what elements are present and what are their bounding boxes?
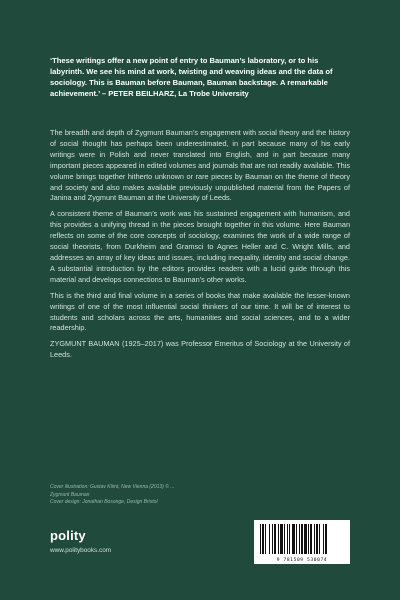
barcode-bar — [296, 524, 297, 554]
barcode-bar — [278, 524, 279, 554]
barcode-bars — [254, 520, 350, 556]
barcode-bar — [287, 524, 288, 554]
barcode-bar — [274, 524, 276, 554]
barcode-bar — [272, 524, 273, 554]
cover-credits — [50, 484, 220, 507]
barcode-bar — [265, 524, 266, 554]
barcode-bar — [319, 524, 320, 554]
author-bio: ZYGMUNT BAUMAN (1925–2017) was Professor Emeritus of Sociology at the University of Leeds. — [50, 339, 350, 360]
barcode-bar — [308, 524, 309, 554]
barcode-bar — [325, 524, 327, 554]
barcode-bar — [262, 524, 264, 554]
barcode-bar — [260, 524, 261, 554]
publisher-website: www.politybooks.com — [50, 547, 112, 554]
endorsement-quote: ‘These writings offer a new point of entry to Bauman’s laboratory, or to his labyrinth. We see his mind at work, twisting and weaving ideas and the data of sociology. This is Bauman before Bauman, Bauman backstage. A remarkable achievement.’ – PETER BEILHARZ, La Trobe University — [50, 56, 333, 98]
barcode-bar — [280, 524, 283, 554]
isbn-number: 9 781509 530074 — [276, 558, 328, 563]
barcode-bar — [304, 524, 307, 554]
blurb — [50, 128, 350, 366]
blurb-paragraph-1: The breadth and depth of Zygmunt Bauman’s engagement with social theory and the history of social thought has perhaps been underestimated, in part because many of his early writings were in Polish and never translated into English, and in part because many important pieces appeared in edited volumes and journals that are not readily available. This volume brings together hitherto unknown or rare pieces by Bauman on the theme of theory and society and also makes available previously unpublished material from the Papers of Janina and Zygmunt Bauman at the University of Leeds. — [50, 128, 350, 203]
blurb-paragraph-3: This is the third and final volume in a series of books that make available the lesser-known writings of one of the most influential social thinkers of our time. It will be of interest to students and scholars across the arts, humanities and social sciences, and to a wider readership. — [50, 290, 350, 333]
blurb-paragraph-2: A consistent theme of Bauman’s work was his sustained engagement with humanism, and this provides a unifying thread in the pieces brought together in this volume. Here Bauman reflects on some of the core concepts of sociology, examines the work of a wide range of social theorists, from Durkheim and Gramsci to Agnes Heller and C. Wright Mills, and addresses an array of key ideas and issues, including inequality, identity and social change. A substantial introduction by the editors provides readers with a lucid guide through this material and develops connections to Bauman’s other works. — [50, 209, 350, 284]
barcode-bar — [323, 524, 324, 554]
isbn-barcode — [254, 520, 350, 564]
publisher-logo: polity — [50, 528, 86, 543]
credit-line-illustration: Cover illustration: Gustav Klimt, New Vienna (2013) © ... — [50, 484, 175, 490]
credit-line-author: Zygmunt Bauman — [50, 491, 90, 498]
barcode-bar — [301, 524, 303, 554]
barcode-bar — [310, 524, 312, 554]
barcode-bar — [289, 524, 290, 554]
credit-line-design: Cover design: Jonathan Bosonge, Design Bristol — [50, 499, 158, 506]
barcode-bar — [314, 524, 315, 554]
barcode-bar — [316, 524, 318, 554]
barcode-bar — [269, 524, 270, 554]
barcode-bar — [292, 524, 295, 554]
barcode-bar — [299, 524, 300, 554]
barcode-bar — [284, 524, 285, 554]
